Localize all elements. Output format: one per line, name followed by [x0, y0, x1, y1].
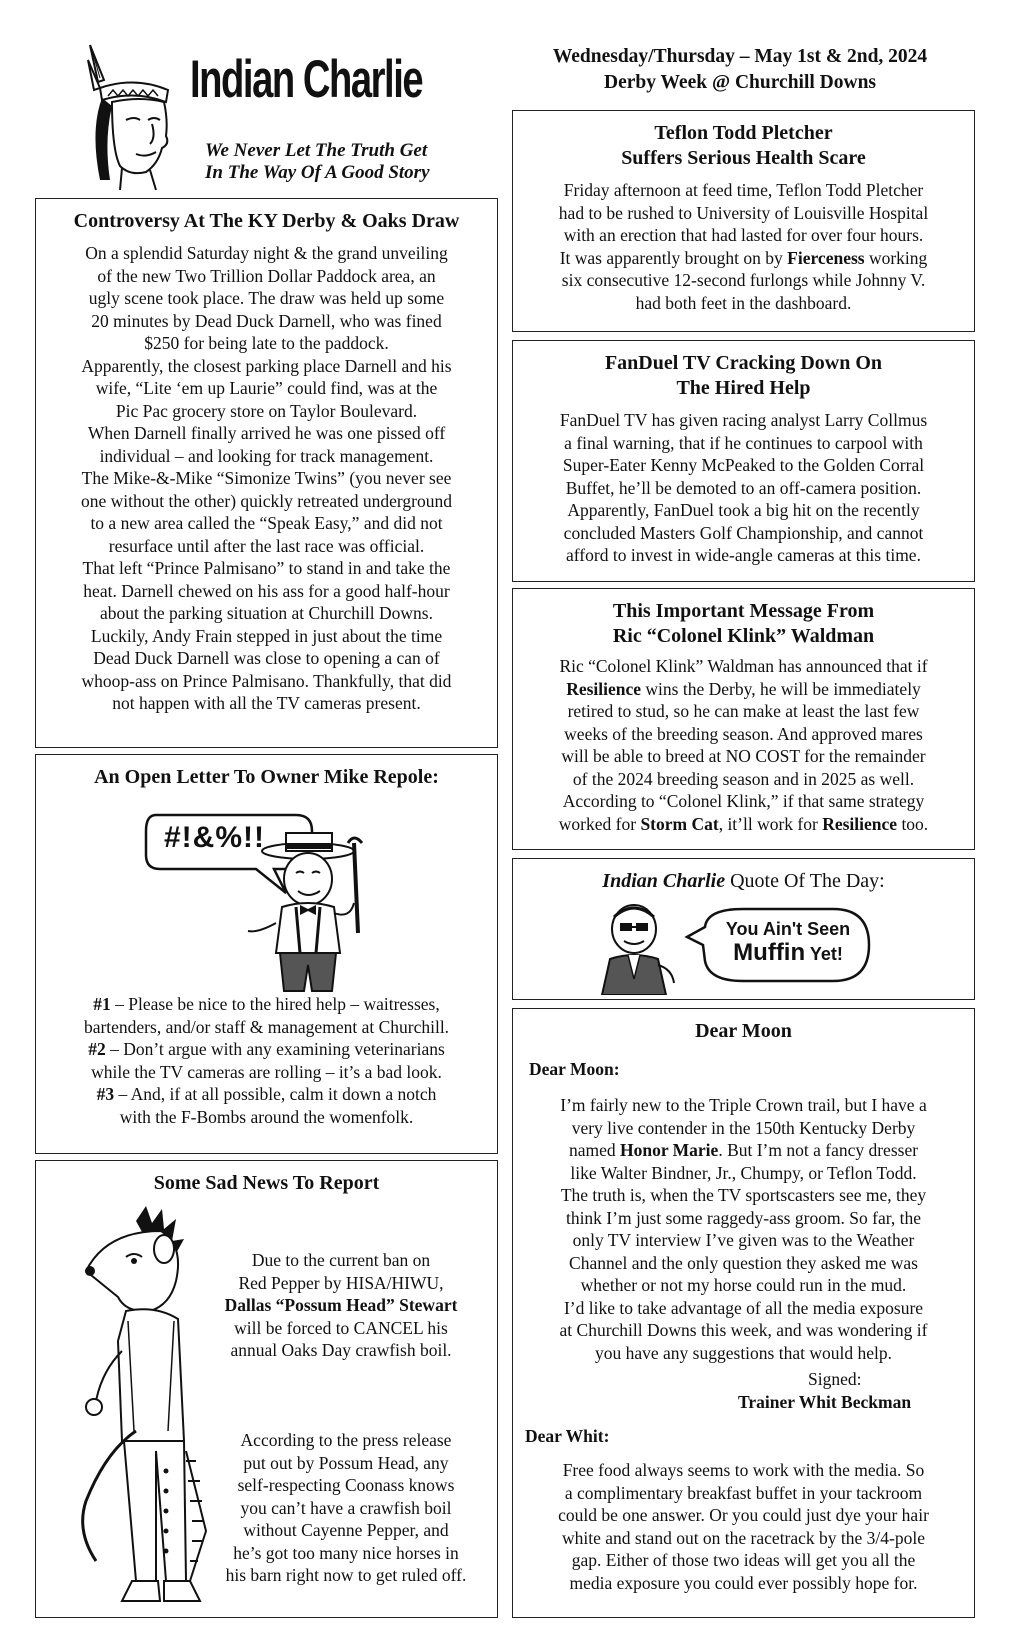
- signature: Signed: Trainer Whit Beckman: [738, 1369, 912, 1412]
- article-body-bottom: [201, 1429, 491, 1587]
- cartoon-old-man: [588, 899, 678, 995]
- text-line: wife, “Lite ‘em up Laurie” could find, was at the: [95, 378, 438, 398]
- text-line: Pic Pac grocery store on Taylor Boulevard.: [115, 400, 418, 421]
- text-line: one without the other) quickly retreated underground: [81, 490, 452, 511]
- article-headline: Some Sad News To Report: [153, 1172, 380, 1194]
- text-line: only TV interview I’ve given was to the Weather: [572, 1230, 915, 1250]
- speech-bubble-text: #!&%!!: [164, 821, 265, 854]
- text-line: without Cayenne Pepper, and: [243, 1520, 449, 1540]
- text-line: heat. Darnell chewed on his ass for a good half-hour: [83, 580, 450, 601]
- text-line: at Churchill Downs this week, and was wondering if: [559, 1320, 928, 1340]
- text-line: Apparently, the closest parking place Darnell and his: [81, 355, 452, 376]
- article-headline: Controversy At The KY Derby & Oaks Draw: [73, 210, 460, 232]
- text-line: Channel and the only question they asked me was: [569, 1252, 918, 1273]
- text-line: his barn right now to get ruled off.: [225, 1565, 467, 1585]
- article-colonel-klink: [512, 588, 975, 850]
- text-line: concluded Masters Golf Championship, and cannot: [563, 522, 924, 543]
- text-line: resurface until after the last race was official.: [108, 535, 425, 556]
- article-headline: This Important Message From Ric “Colonel Klink” Waldman: [612, 600, 875, 647]
- cartoon-possum: [66, 1201, 216, 1611]
- article-controversy: [35, 198, 498, 748]
- text-line: about the parking situation at Churchill Downs.: [100, 603, 433, 623]
- quote-of-the-day: [512, 858, 975, 1000]
- text-line: put out by Possum Head, any: [243, 1452, 449, 1473]
- text-line: I’d like to take advantage of all the media exposure: [563, 1297, 924, 1318]
- article-body: Friday afternoon at feed time, Teflon Todd Pletcher had to be rushed to University of Louisville Hospital with an erection that had lasted for over four hours. It was apparently brought on by Fierceness working six consecutive 12-second furlongs while Johnny V. had both feet in the dashboard.: [558, 180, 929, 313]
- text-line: to a new area called the “Speak Easy,” and did not: [90, 513, 443, 533]
- text-line: a complimentary breakfast buffet in your tackroom: [564, 1482, 923, 1503]
- text-line: not happen with all the TV cameras present.: [112, 693, 421, 713]
- letter-body: I’m fairly new to the Triple Crown trail, but I have a very live contender in the 150th Kentucky Derby named Honor Marie. But I’m not a fancy dresser like Walter Bindner, Jr., Chumpy, or Teflon Todd. The truth is, when the TV sportscasters see me, they think I’m just some raggedy-ass groom. So far, the only TV interview I’ve given was to the Weather Channel and the only question they asked me was whether or not my horse could run in the mud. I’d like to take advantage of all the media exposure at Churchill Downs this week, and was wondering if you have any suggestions that would help.: [513, 1094, 974, 1364]
- text-line: you can’t have a crawfish boil: [240, 1497, 452, 1518]
- text-line: he’s got too many nice horses in: [233, 1542, 459, 1563]
- text-line: a final warning, that if he continues to carpool with: [564, 432, 923, 453]
- text-line: The Mike-&-Mike “Simonize Twins” (you never see: [81, 468, 452, 488]
- text-line: could be one answer. Or you could just dye your hair: [558, 1505, 929, 1525]
- cartoon-repole: [136, 803, 396, 993]
- text-line: $250 for being late to the paddock.: [144, 333, 389, 353]
- text-line: Buffet, he’ll be demoted to an off-camera position.: [565, 477, 922, 498]
- article-body: [513, 409, 974, 567]
- masthead-title: Indian Charlie: [190, 50, 423, 109]
- text-line: whoop-ass on Prince Palmisano. Thankfully, that did: [81, 670, 452, 691]
- text-line: think I’m just some raggedy-ass groom. So far, the: [565, 1207, 922, 1228]
- text-line: Dead Duck Darnell was close to opening a can of: [93, 648, 440, 668]
- text-line: ugly scene took place. The draw was held up some: [88, 288, 445, 308]
- text-line: Free food always seems to work with the media. So: [562, 1460, 925, 1480]
- text-line: 20 minutes by Dead Duck Darnell, who was fined: [91, 310, 442, 331]
- text-line: Luckily, Andy Frain stepped in just about the time: [90, 625, 443, 646]
- text-line: white and stand out on the racetrack by the 3/4-pole: [561, 1527, 925, 1548]
- salutation: Dear Moon:: [529, 1059, 620, 1079]
- text-line: FanDuel TV has given racing analyst Larry Collmus: [559, 410, 928, 430]
- article-headline: Teflon Todd Pletcher Suffers Serious Health Scare: [621, 122, 866, 169]
- article-body: Ric “Colonel Klink” Waldman has announced that if Resilience wins the Derby, he will be immediately retired to stud, so he can make at least the last few weeks of the breeding season. And approved mares will be able to breed at NO COST for the remainder of the 2024 breeding season and in 2025 as well. According to “Colonel Klink,” if that same strategy worked for Storm Cat, it’ll work for Resilience too.: [558, 656, 929, 834]
- quote-speech-bubble: You Ain't Seen Muffin Yet!: [683, 905, 873, 985]
- text-line: According to the press release: [240, 1430, 452, 1450]
- article-body: [36, 242, 497, 715]
- text-line: Apparently, FanDuel took a big hit on the recently: [567, 500, 920, 520]
- masthead-tagline: We Never Let The Truth Get In The Way Of A Good Story: [205, 140, 430, 183]
- article-headline: An Open Letter To Owner Mike Repole:: [94, 766, 439, 788]
- text-line: gap. Either of those two ideas will get you all the: [571, 1550, 916, 1570]
- article-body: #1 – Please be nice to the hired help – waitresses, bartenders, and/or staff & management at Churchill. #2 – Don’t argue with any examining veterinarians while the TV cameras are rolling – it’s a bad look. #3 – And, if at all possible, calm it down a notch with the F-Bombs around the womenfolk.: [83, 994, 450, 1127]
- article-sad-news: [35, 1160, 498, 1618]
- text-line: media exposure you could ever possibly hope for.: [569, 1572, 918, 1593]
- text-line: afford to invest in wide-angle cameras at this time.: [566, 545, 921, 565]
- article-headline: Indian Charlie Quote Of The Day:: [602, 870, 885, 892]
- text-line: you have any suggestions that would help.: [595, 1342, 892, 1363]
- text-line: When Darnell finally arrived he was one pissed off: [87, 423, 446, 443]
- text-line: like Walter Bindner, Jr., Chumpy, or Teflon Todd.: [570, 1162, 917, 1183]
- article-fanduel: [512, 340, 975, 582]
- text-line: whether or not my horse could run in the mud.: [580, 1275, 907, 1295]
- article-dear-moon: [512, 1008, 975, 1618]
- text-line: individual – and looking for track management.: [99, 445, 434, 466]
- text-line: The truth is, when the TV sportscasters see me, they: [560, 1185, 927, 1205]
- indian-charlie-logo: [60, 40, 180, 190]
- article-body-top: Due to the current ban on Red Pepper by HISA/HIWU, Dallas “Possum Head” Stewart will be forced to CANCEL his annual Oaks Day crawfish boil.: [224, 1250, 458, 1360]
- article-headline: FanDuel TV Cracking Down On The Hired Help: [604, 352, 883, 399]
- text-line: On a splendid Saturday night & the grand unveiling: [85, 243, 448, 263]
- article-open-letter: [35, 754, 498, 1154]
- article-teflon-todd: [512, 110, 975, 332]
- text-line: Super-Eater Kenny McPeaked to the Golden Corral: [562, 455, 925, 475]
- dateline: Wednesday/Thursday – May 1st & 2nd, 2024 Derby Week @ Churchill Downs: [552, 46, 928, 93]
- text-line: of the new Two Trillion Dollar Paddock area, an: [97, 265, 436, 286]
- article-headline: Dear Moon: [695, 1020, 792, 1042]
- reply-body: [513, 1459, 974, 1594]
- reply-salutation: Dear Whit:: [525, 1426, 610, 1446]
- text-line: That left “Prince Palmisano” to stand in and take the: [82, 558, 451, 578]
- text-line: self-respecting Coonass knows: [237, 1475, 455, 1495]
